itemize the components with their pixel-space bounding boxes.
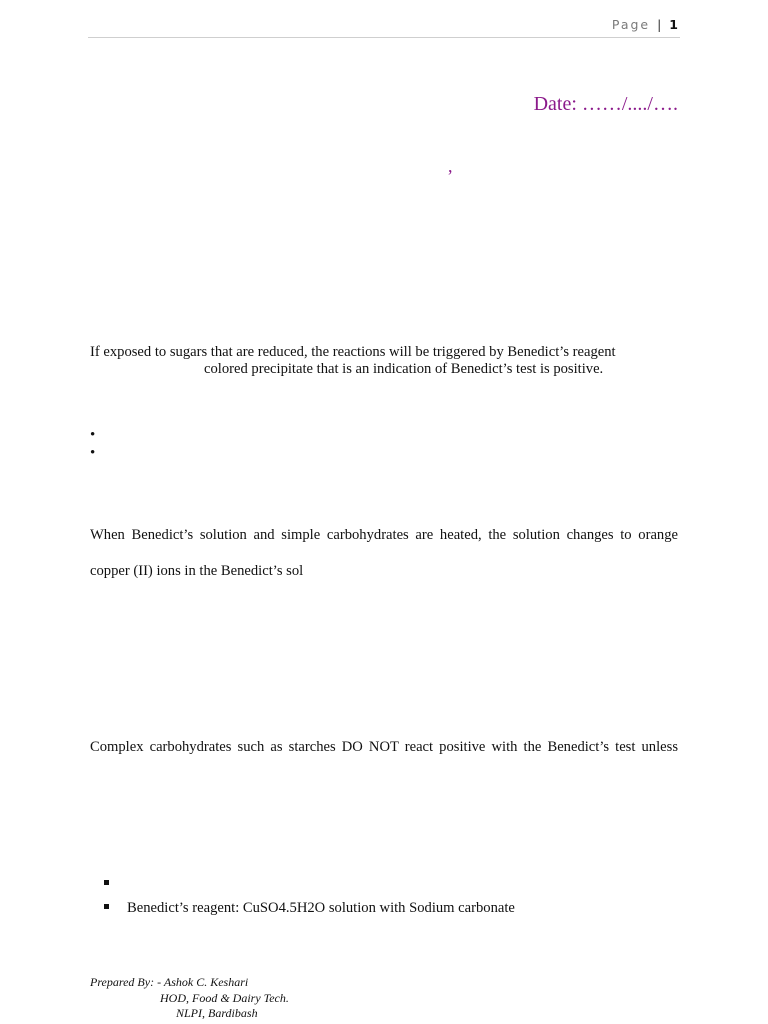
page-header bbox=[88, 16, 680, 38]
stray-comma: , bbox=[448, 156, 453, 176]
list-item bbox=[90, 444, 95, 462]
page-number: 1 bbox=[669, 17, 678, 32]
page-word: Page bbox=[611, 17, 651, 32]
list-item bbox=[104, 872, 515, 896]
footer-line: Prepared By: - Ashok C. Keshari bbox=[90, 975, 249, 989]
footer-line: NLPI, Bardibash bbox=[176, 1006, 258, 1020]
page-number-label bbox=[612, 17, 678, 32]
date-line: Date: ……/..../…. bbox=[533, 93, 678, 115]
list-item bbox=[104, 896, 515, 920]
square-bullet-marker bbox=[104, 904, 109, 909]
square-bullet-marker bbox=[104, 880, 109, 885]
square-bullet-list bbox=[104, 872, 515, 920]
paragraph-heating bbox=[90, 527, 678, 580]
prepared-by-footer bbox=[90, 975, 289, 1022]
list-item bbox=[90, 426, 95, 444]
paragraph-line: Complex carbohydrates such as starches DO NOT react positive with the Benedict’s test unless bbox=[90, 739, 678, 755]
page-separator: | bbox=[657, 17, 662, 32]
paragraph-line: copper (II) ions in the Benedict’s sol bbox=[90, 563, 304, 579]
paragraph-benedict-reagent bbox=[90, 344, 678, 378]
paragraph-line: When Benedict’s solution and simple carbohydrates are heated, the solution changes to orange bbox=[90, 527, 678, 543]
paragraph-line: If exposed to sugars that are reduced, the reactions will be triggered by Benedict’s reagent bbox=[90, 344, 616, 360]
list-item-text: Benedict’s reagent: CuSO4.5H2O solution with Sodium carbonate bbox=[127, 900, 515, 916]
footer-line: HOD, Food & Dairy Tech. bbox=[160, 990, 289, 1005]
paragraph-complex bbox=[90, 739, 678, 756]
paragraph-line: colored precipitate that is an indication of Benedict’s test is positive. bbox=[204, 361, 604, 377]
bullet-marker: • bbox=[90, 427, 96, 443]
bullet-marker: • bbox=[90, 445, 96, 461]
round-bullet-list bbox=[90, 426, 95, 462]
